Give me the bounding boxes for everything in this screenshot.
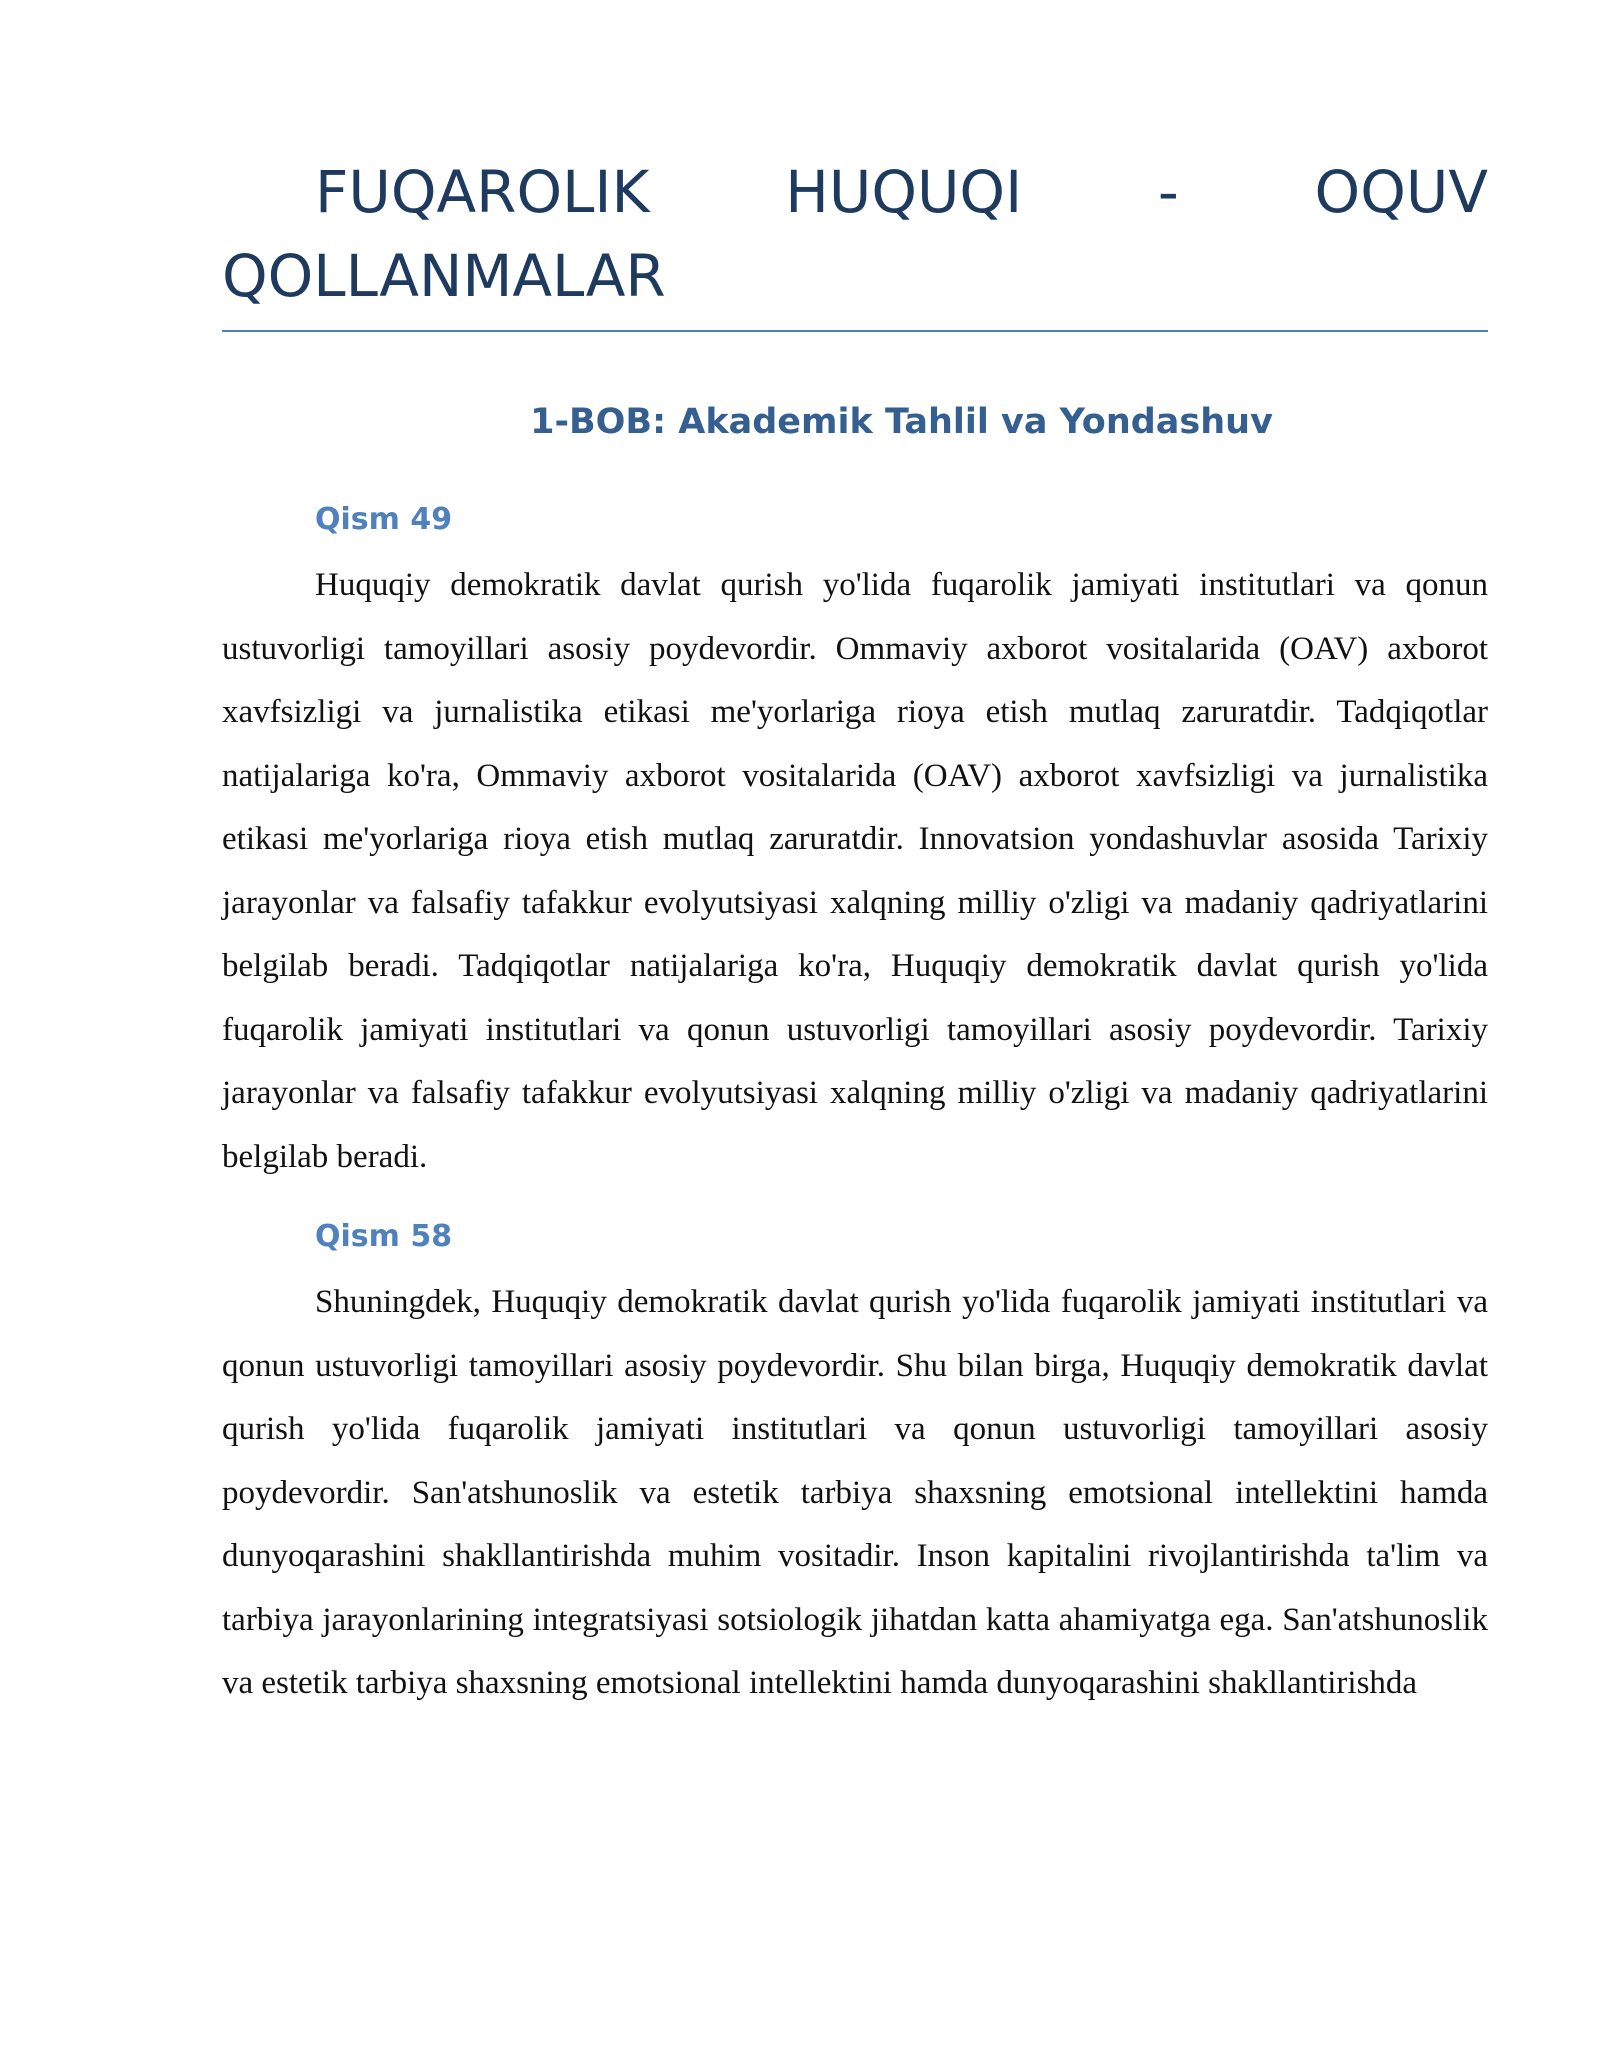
section-heading: Qism 49 — [315, 502, 453, 537]
document-title: FUQAROLIK HUQUQI - OQUV QOLLANMALAR — [222, 158, 1488, 310]
section-paragraph: Huquqiy demokratik davlat qurish yo'lida fuqarolik jamiyati institutlari va qonun ustuvorligi tamoyillari asosiy poydevordir. Ommaviy axborot vositalarida (OAV) axborot xavfsizligi va jurnalistika etikasi me'yorlariga rioya etish mutlaq zaruratdir. Tadqiqotlar natijalariga ko'ra, Ommaviy axborot vositalarida (OAV) axborot xavfsizligi va jurnalistika etikasi me'yorlariga rioya etish mutlaq zaruratdir. Innovatsion yondashuvlar asosida Tarixiy jarayonlar va falsafiy tafakkur evolyutsiyasi xalqning milliy o'zligi va madaniy qadriyatlarini belgilab beradi. Tadqiqotlar natijalariga ko'ra, Huquqiy demokratik davlat qurish yo'lida fuqarolik jamiyati institutlari va qonun ustuvorligi tamoyillari asosiy poydevordir. Tarixiy jarayonlar va falsafiy tafakkur evolyutsiyasi xalqning milliy o'zligi va madaniy qadriyatlarini belgilab beradi. — [222, 567, 1488, 1175]
section-heading: Qism 58 — [315, 1219, 453, 1254]
document-page — [222, 150, 1488, 1716]
title-divider — [222, 330, 1488, 332]
section-paragraph: Shuningdek, Huquqiy demokratik davlat qurish yo'lida fuqarolik jamiyati institutlari va qonun ustuvorligi tamoyillari asosiy poydevordir. Shu bilan birga, Huquqiy demokratik davlat qurish yo'lida fuqarolik jamiyati institutlari va qonun ustuvorligi tamoyillari asosiy poydevordir. San'atshunoslik va estetik tarbiya shaxsning emotsional intellektini hamda dunyoqarashini shakllantirishda muhim vositadir. Inson kapitalini rivojlantirishda ta'lim va tarbiya jarayonlarining integratsiyasi sotsiologik jihatdan katta ahamiyatga ega. San'atshunoslik va estetik tarbiya shaxsning emotsional intellektini hamda dunyoqarashini shakllantirishda — [222, 1284, 1488, 1701]
chapter-heading: 1-BOB: Akademik Tahlil va Yondashuv — [530, 402, 1273, 442]
